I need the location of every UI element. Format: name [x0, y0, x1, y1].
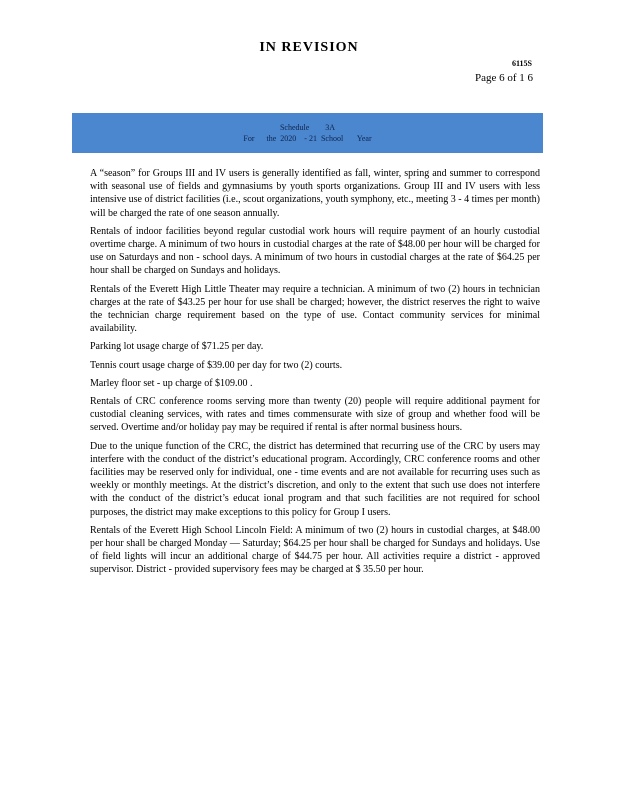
list-item-text: A “season” for Groups III and IV users is generally identified as fall, winter, spring and summer to correspond with seasonal use of fields and gymnasiums by youth sports organizations. Group III and IV users with less intensive use of district facilities (i.e., scout organizations, youth symphony, etc., meeting 3 - 4 times per month) will be charged the rate of one season annually.	[90, 168, 540, 219]
page-number: Page 6 of 1 6	[474, 72, 533, 84]
list-item-text: Rentals of the Everett High Little Theater may require a technician. A minimum of two (2) hours in technician charges at the rate of $43.25 per hour for use shall be charged; however, the district reserves the right to waive the technician charge requirement based on the type of use. Contact community services for minimal availability.	[90, 283, 540, 335]
schedule-banner	[72, 113, 543, 153]
list-item	[72, 440, 540, 519]
list-item	[72, 340, 540, 353]
policy-number: 6115S	[511, 59, 532, 68]
list-item-text: Tennis court usage charge of $39.00 per day for two (2) courts.	[90, 359, 343, 371]
list-item-text: Marley floor set - up charge of $109.00 .	[90, 377, 253, 389]
list-item	[72, 524, 540, 577]
list-item-text: Rentals of indoor facilities beyond regular custodial work hours will require payment of an hourly custodial overtime charge. A minimum of two hours in custodial charges at the rate of $48.00 per hour will be charged for use on Saturdays and non - school days. A minimum of two hours in custodial charges at the rate of $64.25 per hour shall be charged on Sundays and holidays.	[90, 225, 540, 277]
list-item	[72, 377, 540, 390]
list-item-text: Parking lot usage charge of $71.25 per day.	[90, 341, 264, 353]
schedule-banner-year: For the 2020 - 21 School Year	[243, 134, 372, 143]
list-item	[72, 225, 540, 278]
fee-items-list	[72, 167, 540, 582]
list-item-text: Rentals of the Everett High School Lincoln Field: A minimum of two (2) hours in custodial charges, at $48.00 per hour shall be charged Monday — Saturday; $64.25 per hour shall be charged for Sundays and holidays. Use of field lights will incur an additional charge of $44.75 per hour. All activities require a district - approved supervisor. District - provided supervisory fees may be charged at $ 35.50 per hour.	[90, 524, 540, 576]
document-title: IN REVISION	[259, 40, 359, 55]
list-item	[72, 283, 540, 336]
schedule-banner-title: Schedule 3A	[279, 123, 336, 132]
list-item-text: Rentals of CRC conference rooms serving more than twenty (20) people will require additional payment for custodial cleaning services, with rates and times commensurate with size of group and whether food will be served. Overtime and/or holiday pay may be required if rental is after normal business hours.	[90, 396, 540, 434]
list-item-text: Due to the unique function of the CRC, the district has determined that recurring use of the CRC by users may interfere with the conduct of the district’s educational program. Accordingly, CRC conference rooms and other facilities may be reserved only for individual, one - time events and are not available for recurring uses such as weekly or monthly meetings. At the district’s discretion, and only to the extent that such use does not interfere with the conduct of the district’s educat ional program and that such facilities are not required for school purposes, the district may make exceptions to this policy for Group I users.	[90, 440, 540, 518]
list-item	[72, 395, 540, 435]
list-item	[72, 359, 540, 372]
list-item	[72, 167, 540, 220]
